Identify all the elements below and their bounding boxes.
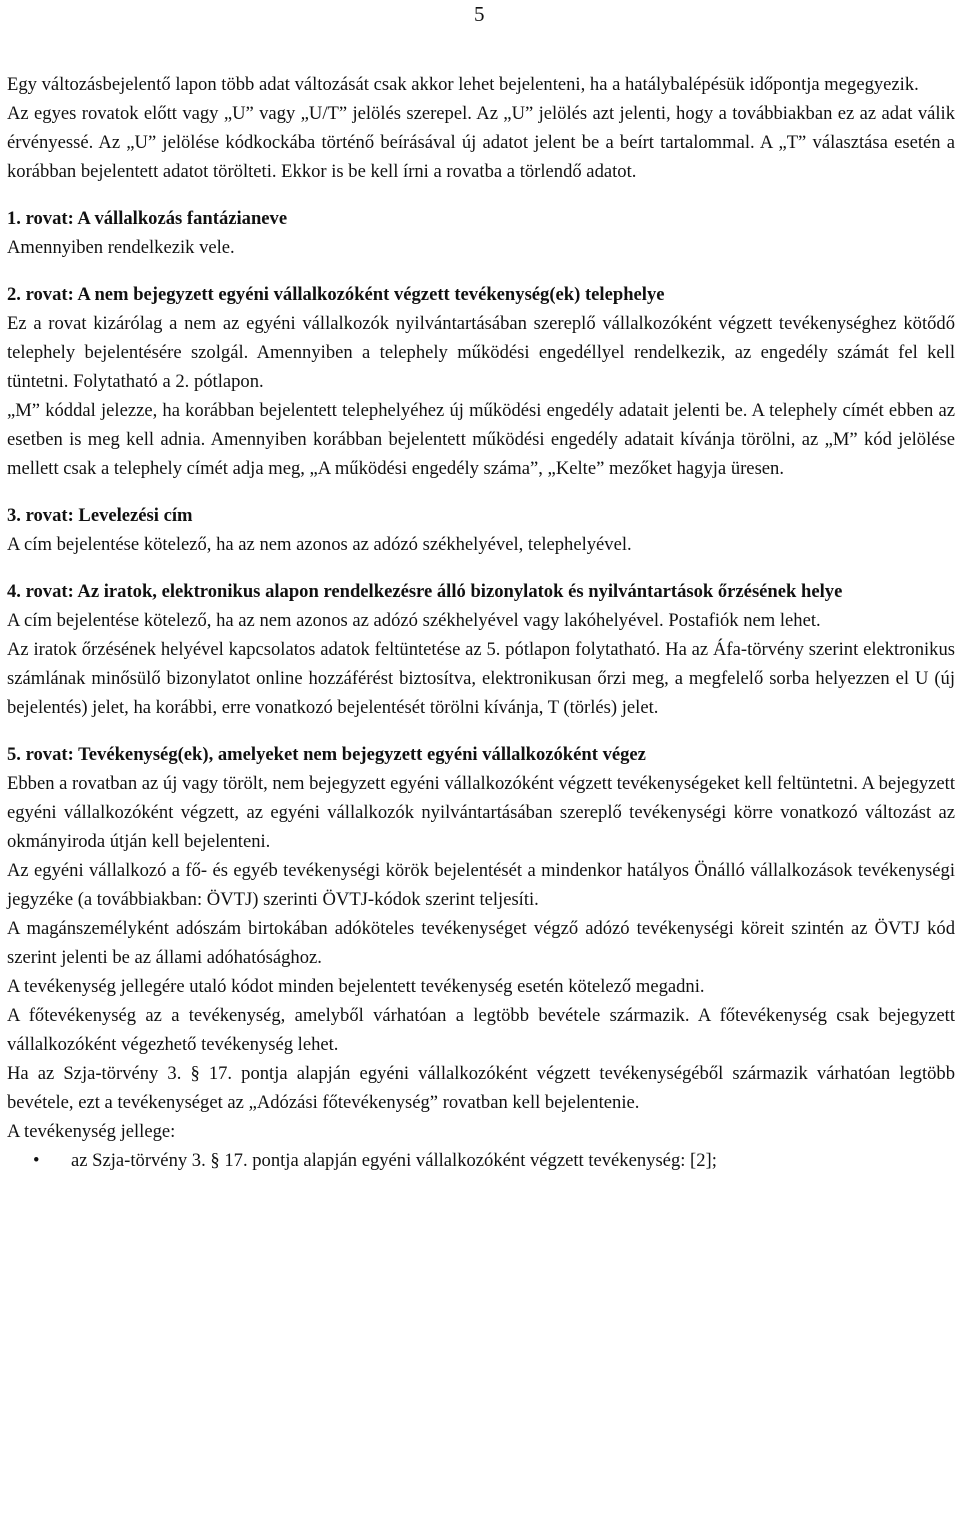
section-5-paragraph-7: A tevékenység jellege: — [7, 1121, 176, 1142]
section-5-heading: 5. rovat: Tevékenység(ek), amelyeket nem bejegyzett egyéni vállalkozóként végez — [7, 744, 646, 765]
section-2-paragraph-2: „M” kóddal jelezze, ha korábban bejelentett telephelyéhez új működési engedély adatait jelenti be. A telephely címét ebben az esetben is meg kell adnia. Amennyiben korábban bejelentett működési engedély adatait kívánja törölni, az „M” kód jelölése mellett csak a telephely címét adja meg, „A működési engedély száma”, „Kelte” mezőket hagyja üresen. — [7, 400, 955, 479]
section-4-heading: 4. rovat: Az iratok, elektronikus alapon rendelkezésre álló bizonylatok és nyilvántartások őrzésének helye — [7, 581, 843, 602]
section-4-paragraph-1: A cím bejelentése kötelező, ha az nem azonos az adózó székhelyével vagy lakóhelyével. Postafiók nem lehet. — [7, 610, 821, 631]
intro-paragraph-1: Egy változásbejelentő lapon több adat változását csak akkor lehet bejelenteni, ha a hatálybalépésük időpontja megegyezik. — [7, 74, 919, 95]
section-4-paragraph-2: Az iratok őrzésének helyével kapcsolatos adatok feltüntetése az 5. pótlapon folytatható. Ha az Áfa-törvény szerint elektronikus számlának minősülő bizonylatot online hozzáférést biztosítva, elektronikusan őrzi meg, a megfelelő sorba helyezzen el U (új bejelentés) jelet, ha korábbi, erre vonatkozó bejelentését törölni kívánja, T (törlés) jelet. — [7, 639, 955, 718]
section-5-paragraph-1: Ebben a rovatban az új vagy törölt, nem bejegyzett egyéni vállalkozóként végzett tevékenységeket kell feltüntetni. A bejegyzett egyéni vállalkozóként végzett, az egyéni vállalkozók nyilvántartásában szereplő tevékenységi körre vonatkozó változást az okmányiroda útján kell bejelenteni. — [7, 773, 955, 852]
section-5-paragraph-6: Ha az Szja-törvény 3. § 17. pontja alapján egyéni vállalkozóként végzett tevékenységéből származik várhatóan legtöbb bevétele, ezt a tevékenységet az „Adózási főtevékenység” rovatban kell bejelentenie. — [7, 1063, 955, 1113]
section-2-paragraph-1: Ez a rovat kizárólag a nem az egyéni vállalkozók nyilvántartásában szereplő vállalkozóként végzett tevékenységhez kötődő telephely bejelentésére szolgál. Amennyiben a telephely működési engedéllyel rendelkezik, az engedély számát fel kell tüntetni. Folytatható a 2. pótlapon. — [7, 313, 955, 392]
section-5-paragraph-2: Az egyéni vállalkozó a fő- és egyéb tevékenységi körök bejelentését a mindenkor hatályos Önálló vállalkozások tevékenységi jegyzéke (a továbbiakban: ÖVTJ) szerinti ÖVTJ-kódok szerint teljesíti. — [7, 860, 955, 910]
intro-paragraph-2: Az egyes rovatok előtt vagy „U” vagy „U/T” jelölés szerepel. Az „U” jelölés azt jelenti, hogy a továbbiakban ez az adat válik érvényessé. Az „U” jelölése kódkockába történő beírásával új adatot jelent be a beírt tartalommal. A „T” választása esetén a korábban bejelentett adatot törölteti. Ekkor is be kell írni a rovatba a törlendő adatot. — [7, 103, 955, 182]
section-3-heading: 3. rovat: Levelezési cím — [7, 505, 193, 526]
section-5-paragraph-4: A tevékenység jellegére utaló kódot minden bejelentett tevékenység esetén kötelező megadni. — [7, 976, 705, 997]
section-2-heading: 2. rovat: A nem bejegyzett egyéni vállalkozóként végzett tevékenység(ek) telephelye — [7, 284, 665, 305]
section-1-paragraph: Amennyiben rendelkezik vele. — [7, 237, 235, 258]
activity-type-list — [7, 1146, 955, 1175]
document-body — [7, 70, 955, 1175]
section-3-paragraph: A cím bejelentése kötelező, ha az nem azonos az adózó székhelyével, telephelyével. — [7, 534, 632, 555]
section-5-paragraph-3: A magánszemélyként adószám birtokában adóköteles tevékenységet végző adózó tevékenységi köreit szintén az ÖVTJ kód szerint jelenti be az állami adóhatósághoz. — [7, 918, 955, 968]
page-number: 5 — [474, 2, 485, 26]
section-1-heading: 1. rovat: A vállalkozás fantázianeve — [7, 208, 288, 229]
section-5-paragraph-5: A főtevékenység az a tevékenység, amelyből várhatóan a legtöbb bevétele származik. A főtevékenység csak bejegyzett vállalkozóként végezhető tevékenység lehet. — [7, 1005, 955, 1055]
list-item: • az Szja-törvény 3. § 17. pontja alapján egyéni vállalkozóként végzett tevékenység: [2]; — [71, 1146, 955, 1175]
